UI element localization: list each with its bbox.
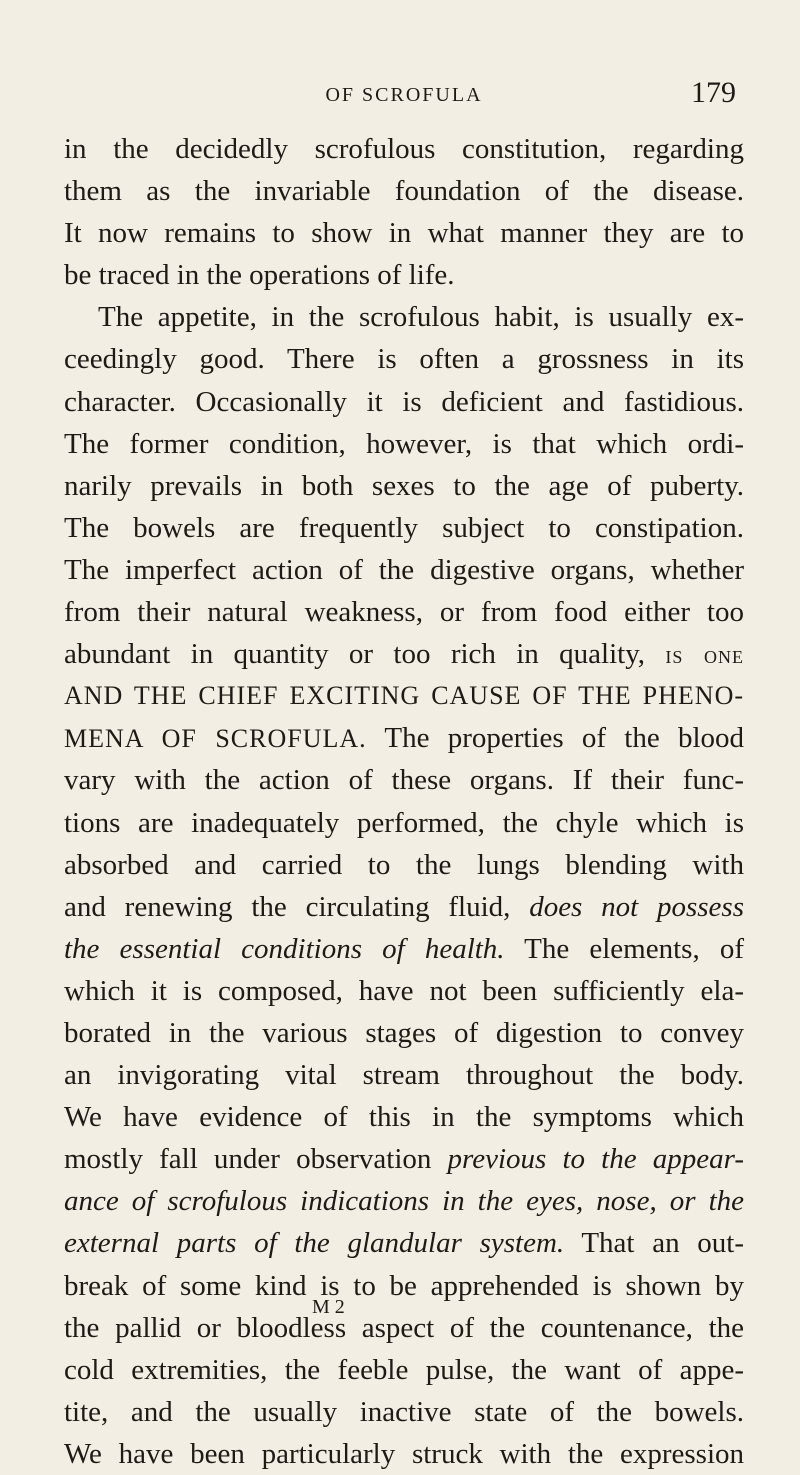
text-segment: The elements, of [504, 932, 744, 965]
small-caps-segment: is one [665, 640, 744, 670]
text-line: borated in the various stages of digestion to convey [64, 1016, 744, 1049]
text-line [64, 928, 744, 970]
text-line: the pallid or bloodless aspect of the countenance, the [64, 1311, 744, 1344]
text-segment: abundant in quantity or too rich in quality, [64, 638, 666, 671]
text-line: We have evidence of this in the symptoms which [64, 1101, 744, 1134]
text-segment: mostly fall under observation [64, 1143, 448, 1176]
text-segment: The properties of the blood [366, 722, 745, 755]
page-number: 179 [691, 76, 736, 109]
text-line: them as the invariable foundation of the disease. [64, 175, 744, 208]
text-line: ceedingly good. There is often a grossness in its [64, 343, 744, 376]
text-line: vary with the action of these organs. If their func- [64, 764, 744, 797]
italic-segment: previous to the appear- [447, 1143, 744, 1176]
text-line: cold extremities, the feeble pulse, the want of appe- [64, 1353, 744, 1386]
text-line [64, 886, 744, 928]
text-line: from their natural weakness, or from food either too [64, 596, 744, 629]
italic-segment: does not possess [529, 890, 744, 923]
text-line: The former condition, however, is that which ordi- [64, 427, 744, 460]
text-line [64, 1138, 744, 1180]
text-line: in the decidedly scrofulous constitution, regarding [64, 133, 744, 165]
italic-line: ance of scrofulous indications in the eyes, nose, or the [64, 1185, 744, 1218]
text-line: tions are inadequately performed, the chyle which is [64, 806, 744, 839]
text-line [64, 717, 744, 759]
text-line: tite, and the usually inactive state of the bowels. [64, 1395, 744, 1428]
text-line: narily prevails in both sexes to the age of puberty. [64, 469, 744, 502]
text-line: The appetite, in the scrofulous habit, is usually ex- [98, 301, 744, 334]
text-line: absorbed and carried to the lungs blending with [64, 848, 744, 881]
body-text [64, 128, 744, 1475]
text-line: We have been particularly struck with the expression [64, 1437, 744, 1470]
running-title: OF SCROFULA [325, 84, 483, 106]
text-line: be traced in the operations of life. [64, 259, 455, 292]
text-line: It now remains to show in what manner they are to [64, 217, 744, 250]
text-line: character. Occasionally it is deficient and fastidious. [64, 385, 744, 418]
text-line [64, 1222, 744, 1264]
page-header [64, 76, 744, 116]
small-caps-segment: MENA OF SCROFULA. [64, 724, 367, 754]
italic-segment: external parts of the glandular system. [64, 1227, 565, 1260]
text-segment: That an out- [564, 1227, 744, 1260]
small-caps-line: AND THE CHIEF EXCITING CAUSE OF THE PHENO- [64, 681, 744, 711]
text-line: The bowels are frequently subject to constipation. [64, 511, 744, 544]
italic-segment: the essential conditions of health. [64, 932, 505, 965]
text-line: which it is composed, have not been sufficiently ela- [64, 974, 744, 1007]
text-line: break of some kind is to be apprehended is shown by [64, 1269, 744, 1302]
text-line [64, 633, 744, 675]
text-line: an invigorating vital stream throughout the body. [64, 1059, 744, 1092]
text-line: The imperfect action of the digestive organs, whether [64, 553, 744, 586]
signature-mark: M 2 [312, 1296, 345, 1318]
text-segment: and renewing the circulating fluid, [64, 890, 530, 923]
